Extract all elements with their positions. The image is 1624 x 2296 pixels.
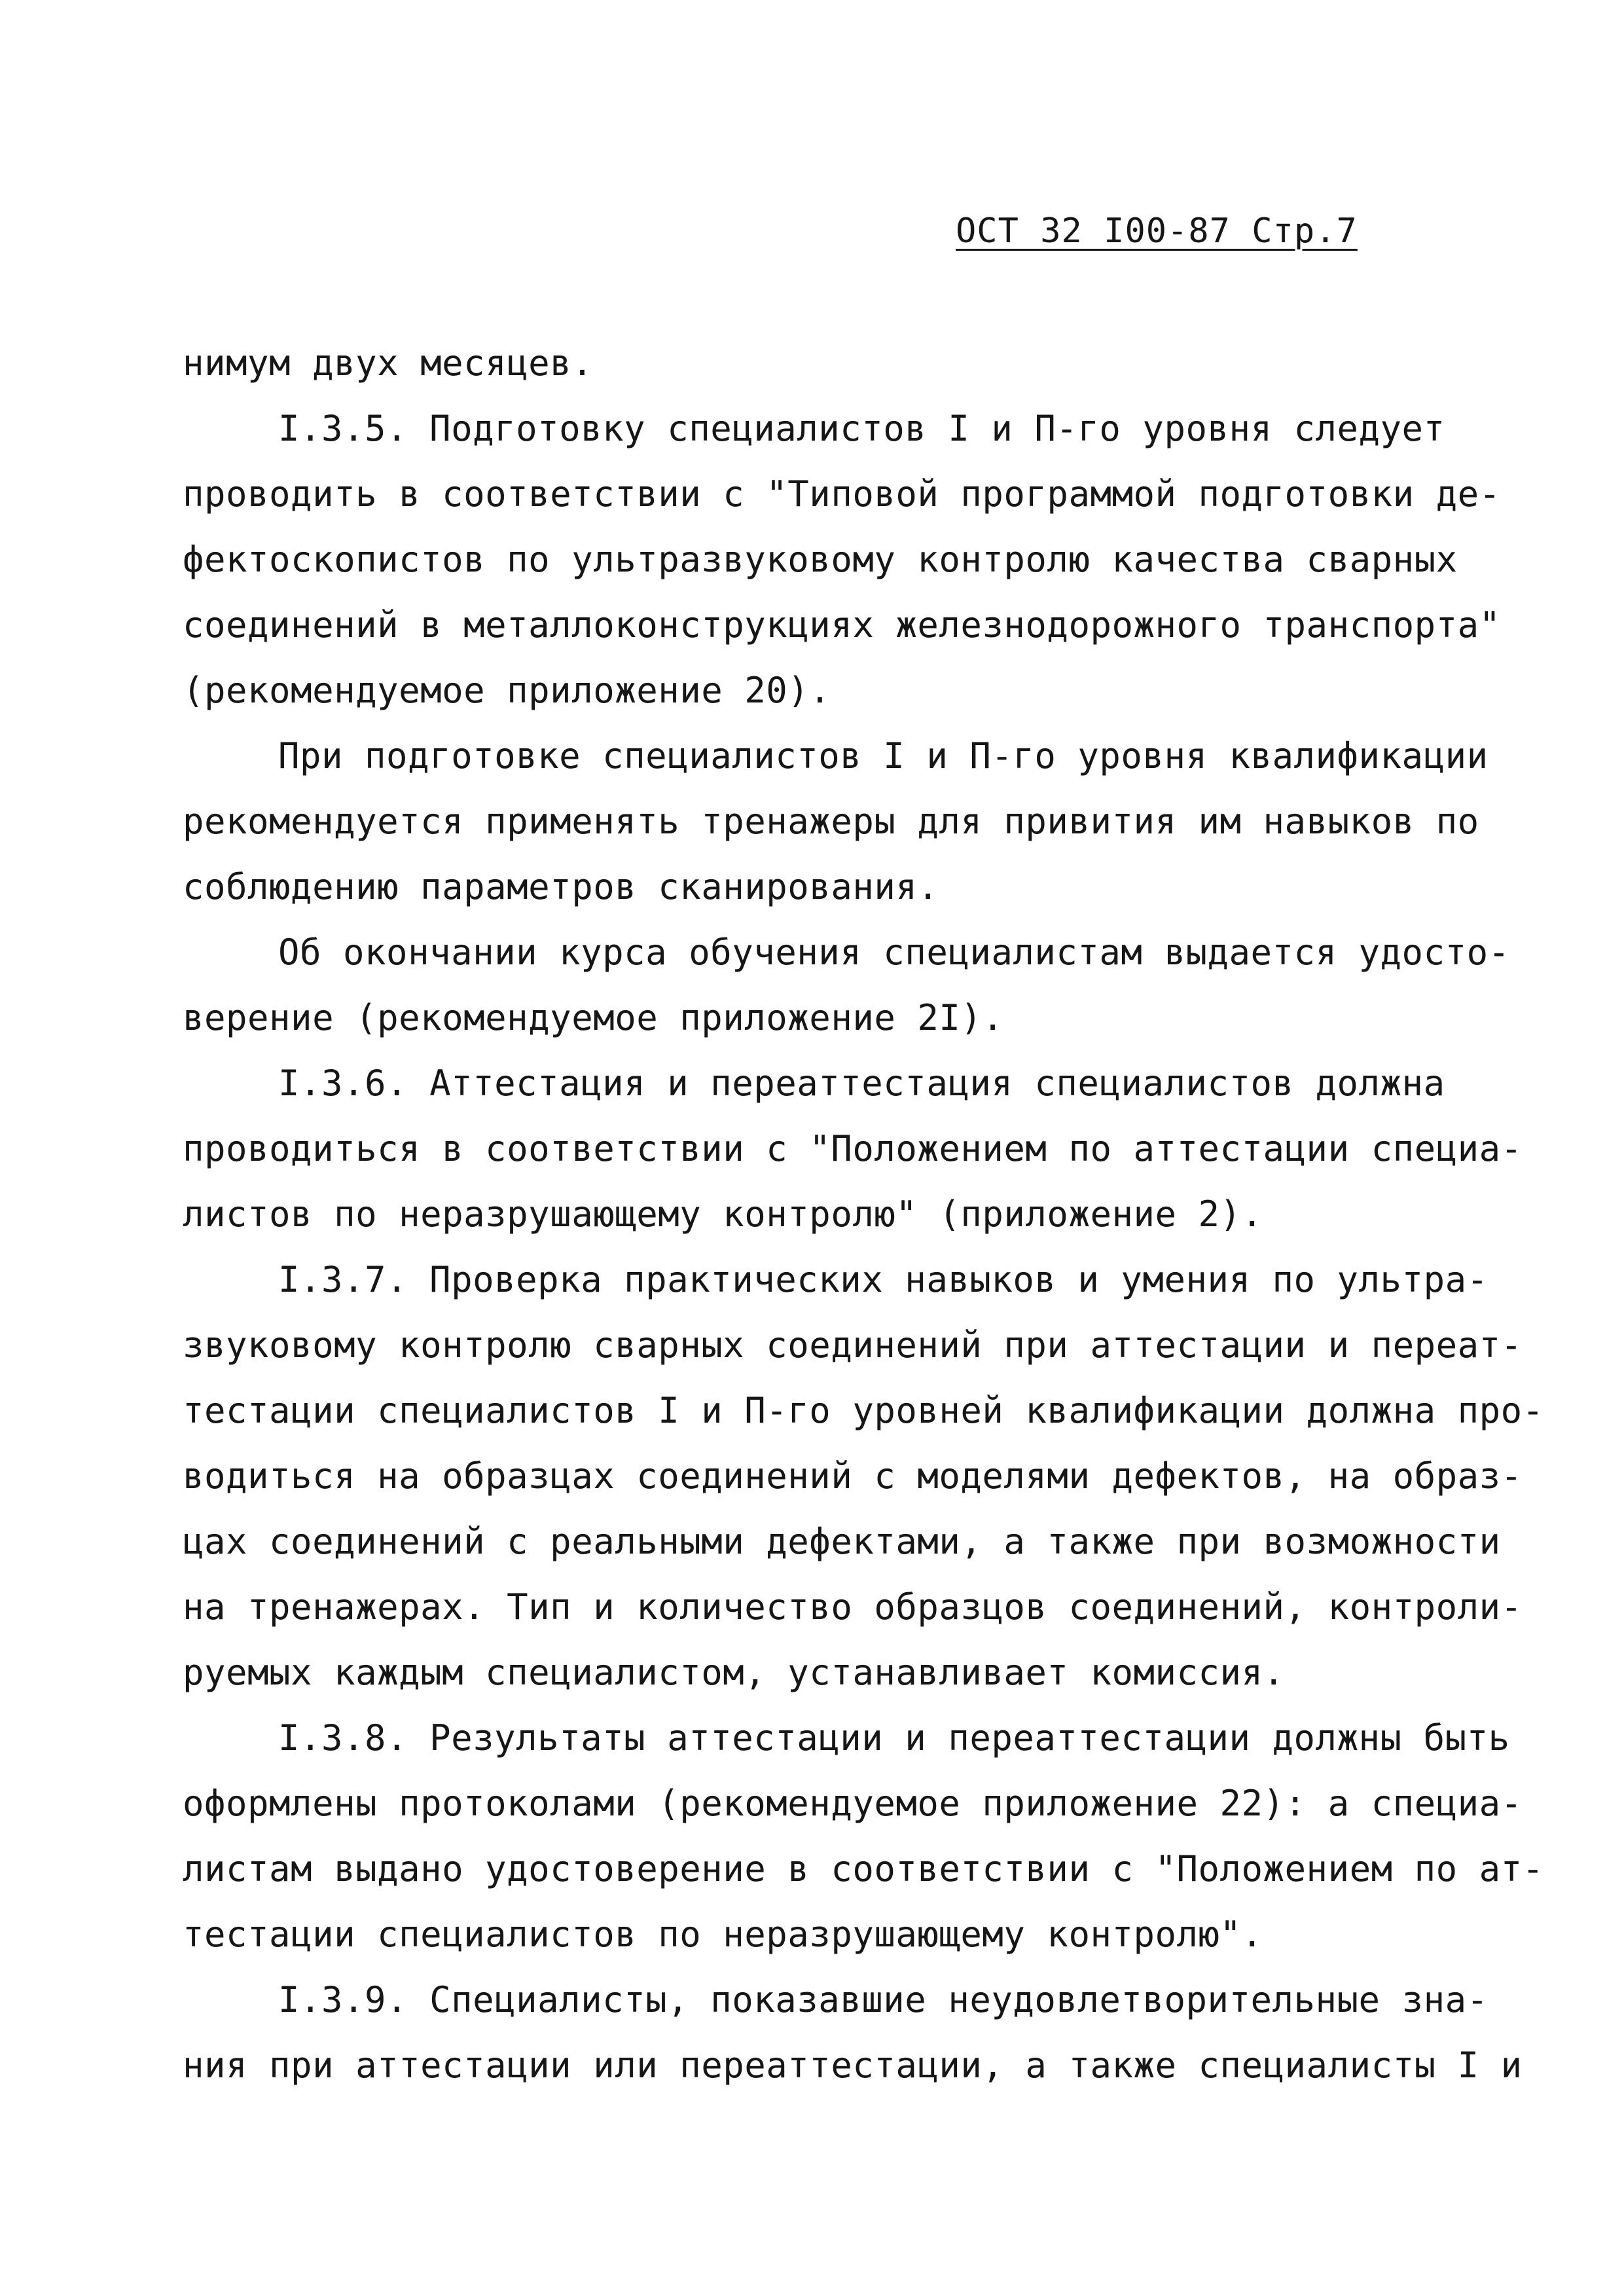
- text-line: тестации специалистов по неразрушающему контролю".: [183, 1914, 1263, 1955]
- text-line: При подготовке специалистов I и П-го уровня квалификации: [278, 735, 1489, 776]
- text-line: I.3.5. Подготовку специалистов I и П-го уровня следует: [278, 408, 1445, 449]
- text-line: на тренажерах. Тип и количество образцов соединений, контроли-: [183, 1586, 1523, 1628]
- text-line: соблюдению параметров сканирования.: [183, 866, 939, 907]
- text-line: I.3.8. Результаты аттестации и переаттестации должны быть: [278, 1717, 1510, 1758]
- text-line: (рекомендуемое приложение 20).: [183, 670, 831, 711]
- text-line: Об окончании курса обучения специалистам выдается удосто-: [278, 932, 1510, 973]
- page-header: ОСТ 32 I00-87 Стр.7: [956, 211, 1358, 251]
- text-line: цах соединений с реальными дефектами, а также при возможности: [183, 1521, 1501, 1562]
- text-line: звуковому контролю сварных соединений при аттестации и переат-: [183, 1324, 1523, 1366]
- text-line: оформлены протоколами (рекомендуемое приложение 22): а специа-: [183, 1783, 1523, 1824]
- text-line: листов по неразрушающему контролю" (приложение 2).: [183, 1194, 1263, 1235]
- text-line: соединений в металлоконструкциях железнодорожного транспорта": [183, 604, 1501, 646]
- text-line: I.3.9. Специалисты, показавшие неудовлетворительные зна-: [278, 1979, 1489, 2020]
- text-line: I.3.6. Аттестация и переаттестация специалистов должна: [278, 1063, 1445, 1104]
- text-line: руемых каждым специалистом, устанавливает комиссия.: [183, 1652, 1285, 1693]
- text-line: I.3.7. Проверка практических навыков и умения по ультра-: [278, 1259, 1489, 1300]
- text-line: нимум двух месяцев.: [183, 342, 594, 384]
- text-line: рекомендуется применять тренажеры для привития им навыков по: [183, 801, 1479, 842]
- text-line: тестации специалистов I и П-го уровней квалификации должна про-: [183, 1390, 1544, 1431]
- text-line: верение (рекомендуемое приложение 2I).: [183, 997, 1004, 1038]
- text-line: фектоскопистов по ультразвуковому контролю качества сварных: [183, 539, 1458, 580]
- text-line: листам выдано удостоверение в соответствии с "Положением по ат-: [183, 1848, 1544, 1889]
- text-line: проводить в соответствии с "Типовой программой подготовки де-: [183, 473, 1501, 515]
- text-line: водиться на образцах соединений с моделями дефектов, на образ-: [183, 1455, 1523, 1497]
- text-line: проводиться в соответствии с "Положением по аттестации специа-: [183, 1128, 1523, 1169]
- text-line: ния при аттестации или переаттестации, а также специалисты I и: [183, 2045, 1523, 2086]
